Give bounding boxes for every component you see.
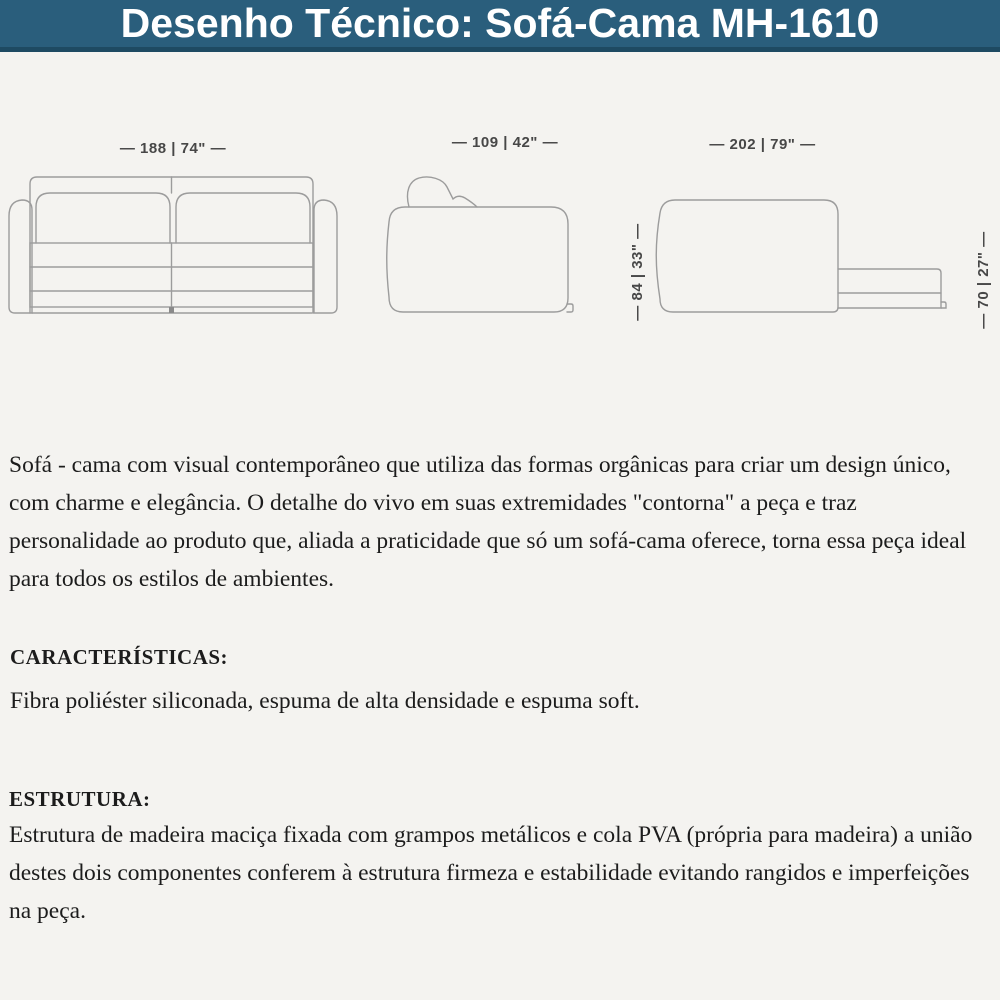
sofa-front-view-drawing — [8, 170, 338, 318]
side-body-outline — [387, 207, 568, 312]
characteristics-heading: CARACTERÍSTICAS: — [10, 645, 229, 669]
structure-heading: ESTRUTURA: — [9, 787, 151, 811]
page-title: Desenho Técnico: Sofá-Cama MH-1610 — [120, 0, 880, 46]
front-right-arm — [314, 200, 337, 313]
side-foot — [567, 304, 573, 312]
sofa-side-view-drawing — [385, 170, 575, 318]
front-right-cushion — [176, 193, 310, 243]
product-description: Sofá - cama com visual contemporâneo que utiliza das formas orgânicas para criar um design único, com charme e elegância. O detalhe do vivo em suas extremidades "contorna" a peça e traz personalidade ao produto que, aliada a praticidade que só um sofá-cama oferece, torna essa peça ideal para todos os estilos de ambientes. — [9, 452, 967, 592]
open-bed-foot — [941, 302, 946, 308]
front-left-cushion — [36, 193, 170, 243]
structure-text: Estrutura de madeira maciça fixada com grampos metálicos e cola PVA (própria para madeira) a união destes dois componentes conferem à estrutura firmeza e estabilidade evitando rangidos e imperfeições na peça. — [9, 822, 973, 924]
sofa-bed-open-view-drawing — [650, 195, 955, 320]
characteristics-text: Fibra poliéster siliconada, espuma de alta densidade e espuma soft. — [10, 688, 640, 714]
open-length-dimension-label: — 202 | 79" — — [709, 136, 816, 153]
bed-height-dimension-label: — 70 | 27" — — [975, 231, 992, 329]
front-left-arm — [9, 200, 32, 313]
front-width-dimension-label: — 188 | 74" — — [119, 140, 227, 157]
open-height-dimension-label: — 84 | 33" — — [629, 223, 646, 321]
page-header — [0, 0, 1000, 52]
front-center-foot — [169, 307, 174, 313]
side-back-cushion — [407, 177, 477, 207]
side-depth-dimension-label: — 109 | 42" — — [451, 134, 559, 151]
open-body-outline — [656, 200, 838, 312]
open-bed-extension — [838, 269, 941, 308]
